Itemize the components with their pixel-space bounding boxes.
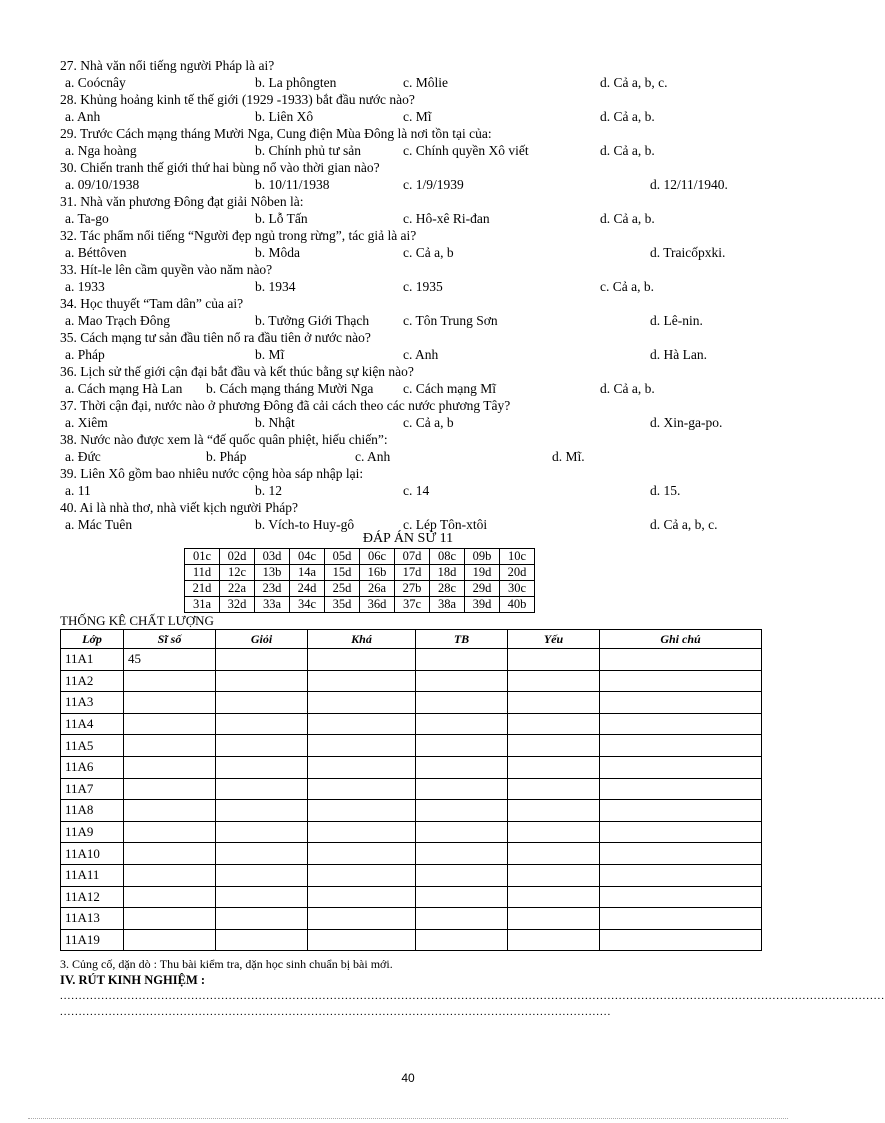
stats-cell xyxy=(600,778,762,800)
stats-row xyxy=(61,843,762,865)
stats-cell xyxy=(600,735,762,757)
question-text: 33. Hít-le lên cầm quyền vào năm nào? xyxy=(60,262,273,277)
option-c: c. Tôn Trung Sơn xyxy=(403,313,498,328)
stats-column-header: Yếu xyxy=(508,630,600,649)
stats-cell: 11A5 xyxy=(61,735,124,757)
consolidation-note: 3. Củng cố, dặn dò : Thu bài kiểm tra, dặn học sinh chuẩn bị bài mới. xyxy=(60,957,393,971)
option-b: b. Tưởng Giới Thạch xyxy=(255,313,370,328)
stats-cell xyxy=(600,670,762,692)
stats-cell: 11A11 xyxy=(61,864,124,886)
option-a: a. Mác Tuên xyxy=(65,517,133,532)
answer-key-cell: 27b xyxy=(395,581,430,597)
stats-cell xyxy=(600,929,762,951)
answer-key-cell: 21d xyxy=(185,581,220,597)
answer-key-cell: 24d xyxy=(290,581,325,597)
answer-key-row xyxy=(185,581,535,597)
question-text: 29. Trước Cách mạng tháng Mười Nga, Cung điện Mùa Đông là nơi tồn tại của: xyxy=(60,126,492,141)
answer-key-cell: 25d xyxy=(325,581,360,597)
stats-cell xyxy=(124,908,216,930)
stats-row xyxy=(61,670,762,692)
question-text: 39. Liên Xô gồm bao nhiêu nước cộng hòa sáp nhập lại: xyxy=(60,466,364,481)
stats-row xyxy=(61,756,762,778)
stats-cell xyxy=(124,756,216,778)
answer-key-cell: 39d xyxy=(465,597,500,613)
stats-column-header: Giỏi xyxy=(216,630,308,649)
stats-cell xyxy=(508,670,600,692)
stats-cell xyxy=(308,886,416,908)
answer-key-cell: 16b xyxy=(360,565,395,581)
option-a: a. Ta-go xyxy=(65,211,109,226)
stats-row xyxy=(61,908,762,930)
stats-column-header: Ghi chú xyxy=(600,630,762,649)
stats-cell xyxy=(216,864,308,886)
option-a: a. 09/10/1938 xyxy=(65,177,140,192)
answer-key-cell: 18d xyxy=(430,565,465,581)
question-item xyxy=(60,261,780,295)
answer-options xyxy=(60,346,780,363)
option-b: b. 1934 xyxy=(255,279,296,294)
stats-cell xyxy=(508,929,600,951)
answer-options xyxy=(60,482,780,499)
stats-cell xyxy=(308,778,416,800)
option-c: c. Môlie xyxy=(403,75,448,90)
answer-key-cell: 06c xyxy=(360,549,395,565)
stats-cell xyxy=(308,929,416,951)
stats-cell: 11A2 xyxy=(61,670,124,692)
option-d: d. Traicốpxki. xyxy=(650,245,726,260)
answer-key-cell: 26a xyxy=(360,581,395,597)
question-text: 27. Nhà văn nổi tiếng người Pháp là ai? xyxy=(60,58,275,73)
stats-label: THỐNG KÊ CHẤT LƯỢNG xyxy=(60,613,214,628)
stats-cell xyxy=(416,756,508,778)
option-a: a. 1933 xyxy=(65,279,105,294)
stats-cell xyxy=(508,778,600,800)
question-text: 32. Tác phẩm nổi tiếng “Người đẹp ngủ trong rừng”, tác giả là ai? xyxy=(60,228,417,243)
question-item xyxy=(60,397,780,431)
stats-cell xyxy=(508,692,600,714)
stats-cell xyxy=(416,821,508,843)
stats-cell xyxy=(124,692,216,714)
stats-cell xyxy=(216,843,308,865)
stats-cell xyxy=(216,908,308,930)
stats-column-header: Lớp xyxy=(61,630,124,649)
stats-cell xyxy=(600,756,762,778)
stats-cell xyxy=(600,713,762,735)
answer-options xyxy=(60,142,780,159)
option-d: d. Cả a, b. xyxy=(600,211,655,226)
option-c: c. 1935 xyxy=(403,279,443,294)
stats-cell xyxy=(416,800,508,822)
answer-key-cell: 17d xyxy=(395,565,430,581)
stats-cell: 11A3 xyxy=(61,692,124,714)
answer-key-cell: 05d xyxy=(325,549,360,565)
stats-cell: 11A10 xyxy=(61,843,124,865)
answer-key-cell: 40b xyxy=(500,597,535,613)
option-d: d. Mĩ. xyxy=(552,449,585,464)
option-b: b. Pháp xyxy=(206,449,247,464)
answer-key-row xyxy=(185,549,535,565)
stats-row xyxy=(61,778,762,800)
stats-cell xyxy=(124,843,216,865)
answer-options xyxy=(60,176,780,193)
question-text: 30. Chiến tranh thế giới thứ hai bùng nổ vào thời gian nào? xyxy=(60,160,380,175)
option-c: c. Anh xyxy=(355,449,391,464)
option-b: b. Chính phủ tư sản xyxy=(255,143,361,158)
stats-cell xyxy=(216,735,308,757)
option-c: c. Cả a, b xyxy=(403,415,454,430)
answer-key-cell: 13b xyxy=(255,565,290,581)
stats-header-row xyxy=(61,630,762,649)
option-b: b. Cách mạng tháng Mười Nga xyxy=(206,381,374,396)
stats-cell xyxy=(600,908,762,930)
answer-key-cell: 03d xyxy=(255,549,290,565)
answer-key-cell: 28c xyxy=(430,581,465,597)
option-c: c. Lép Tôn-xtôi xyxy=(403,517,488,532)
stats-cell xyxy=(508,800,600,822)
stats-cell: 11A12 xyxy=(61,886,124,908)
question-item xyxy=(60,159,780,193)
stats-cell xyxy=(124,735,216,757)
question-item xyxy=(60,465,780,499)
stats-cell xyxy=(508,713,600,735)
option-a: a. Pháp xyxy=(65,347,105,362)
answer-key-cell: 38a xyxy=(430,597,465,613)
question-item xyxy=(60,125,780,159)
stats-column-header: TB xyxy=(416,630,508,649)
option-c: c. 1/9/1939 xyxy=(403,177,464,192)
answer-options xyxy=(60,414,780,431)
option-b: b. Nhật xyxy=(255,415,295,430)
option-d: d. Cả a, b. xyxy=(600,381,655,396)
question-item xyxy=(60,91,780,125)
stats-cell xyxy=(308,864,416,886)
stats-cell xyxy=(600,886,762,908)
option-c: c. Hô-xê Ri-đan xyxy=(403,211,490,226)
answer-key-cell: 32d xyxy=(220,597,255,613)
answer-options xyxy=(60,448,780,465)
option-b: b. Liên Xô xyxy=(255,109,314,124)
stats-cell xyxy=(216,929,308,951)
option-a: a. Béttôven xyxy=(65,245,127,260)
stats-row xyxy=(61,864,762,886)
stats-cell: 11A9 xyxy=(61,821,124,843)
option-a: a. Coócnây xyxy=(65,75,126,90)
stats-cell xyxy=(600,843,762,865)
question-text: 38. Nước nào được xem là “đế quốc quân phiệt, hiếu chiến”: xyxy=(60,432,388,447)
answer-key-table xyxy=(184,548,535,613)
answer-key-cell: 04c xyxy=(290,549,325,565)
stats-cell xyxy=(416,778,508,800)
stats-cell xyxy=(308,821,416,843)
answer-key-cell: 09b xyxy=(465,549,500,565)
stats-row xyxy=(61,649,762,671)
stats-cell xyxy=(508,821,600,843)
stats-row xyxy=(61,800,762,822)
option-b: b. 10/11/1938 xyxy=(255,177,330,192)
stats-cell: 11A8 xyxy=(61,800,124,822)
stats-row xyxy=(61,886,762,908)
stats-cell: 11A1 xyxy=(61,649,124,671)
dotted-line: ............................................................................................................................................................................................................................ xyxy=(60,990,885,1002)
stats-cell xyxy=(124,670,216,692)
stats-cell xyxy=(508,864,600,886)
answer-options xyxy=(60,244,780,261)
question-item xyxy=(60,329,780,363)
question-item xyxy=(60,499,780,533)
stats-cell xyxy=(216,649,308,671)
stats-cell xyxy=(508,908,600,930)
stats-cell xyxy=(216,821,308,843)
option-c: c. Cách mạng Mĩ xyxy=(403,381,496,396)
stats-cell: 11A13 xyxy=(61,908,124,930)
stats-cell xyxy=(308,756,416,778)
option-d: d. Cả a, b, c. xyxy=(600,75,668,90)
question-item xyxy=(60,295,780,329)
stats-cell xyxy=(216,800,308,822)
stats-cell xyxy=(600,692,762,714)
page-bottom-rule xyxy=(28,1118,788,1119)
answer-key-cell: 11d xyxy=(185,565,220,581)
stats-cell xyxy=(308,692,416,714)
stats-cell xyxy=(216,670,308,692)
stats-cell xyxy=(600,864,762,886)
stats-cell xyxy=(600,800,762,822)
option-d: d. Cả a, b. xyxy=(600,109,655,124)
option-a: a. Xiêm xyxy=(65,415,108,430)
stats-column-header: Khá xyxy=(308,630,416,649)
stats-cell xyxy=(508,886,600,908)
option-c: c. Anh xyxy=(403,347,439,362)
stats-cell: 11A6 xyxy=(61,756,124,778)
stats-cell xyxy=(600,649,762,671)
stats-cell xyxy=(308,649,416,671)
answer-key-cell: 08c xyxy=(430,549,465,565)
answer-key-cell: 30c xyxy=(500,581,535,597)
option-c: c. Mĩ xyxy=(403,109,432,124)
stats-cell xyxy=(600,821,762,843)
answer-key-cell: 15d xyxy=(325,565,360,581)
stats-cell xyxy=(124,778,216,800)
stats-row xyxy=(61,713,762,735)
stats-cell xyxy=(124,800,216,822)
option-d: d. Xin-ga-po. xyxy=(650,415,723,430)
stats-cell xyxy=(216,886,308,908)
stats-cell xyxy=(308,713,416,735)
answer-key-cell: 37c xyxy=(395,597,430,613)
answer-key-cell: 33a xyxy=(255,597,290,613)
question-text: 28. Khủng hoảng kinh tế thế giới (1929 -1933) bắt đầu nước nào? xyxy=(60,92,415,107)
stats-cell xyxy=(508,649,600,671)
stats-cell xyxy=(508,843,600,865)
question-text: 35. Cách mạng tư sản đầu tiên nổ ra đầu tiên ở nước nào? xyxy=(60,330,371,345)
stats-cell xyxy=(416,735,508,757)
option-a: a. Mao Trạch Đông xyxy=(65,313,170,328)
option-d: d. Cả a, b, c. xyxy=(650,517,718,532)
answer-key-cell: 10c xyxy=(500,549,535,565)
stats-cell xyxy=(124,929,216,951)
stats-row xyxy=(61,929,762,951)
stats-cell xyxy=(416,670,508,692)
stats-cell xyxy=(416,886,508,908)
stats-column-header: Sĩ số xyxy=(124,630,216,649)
option-d: d. Cả a, b. xyxy=(600,143,655,158)
option-d: d. Lê-nin. xyxy=(650,313,703,328)
question-text: 34. Học thuyết “Tam dân” của ai? xyxy=(60,296,244,311)
answer-key-cell: 23d xyxy=(255,581,290,597)
answer-options xyxy=(60,108,780,125)
stats-row xyxy=(61,821,762,843)
answer-key-cell: 29d xyxy=(465,581,500,597)
answer-options xyxy=(60,278,780,295)
stats-cell: 11A7 xyxy=(61,778,124,800)
stats-cell: 45 xyxy=(124,649,216,671)
option-b: b. La phôngten xyxy=(255,75,337,90)
answer-key-cell: 20d xyxy=(500,565,535,581)
answer-options xyxy=(60,74,780,91)
question-text: 31. Nhà văn phương Đông đạt giải Nôben là: xyxy=(60,194,304,209)
stats-row xyxy=(61,692,762,714)
answer-key-cell: 02d xyxy=(220,549,255,565)
option-c: c. 14 xyxy=(403,483,430,498)
answer-key-cell: 14a xyxy=(290,565,325,581)
stats-row xyxy=(61,735,762,757)
answer-key-cell: 19d xyxy=(465,565,500,581)
answer-key-cell: 22a xyxy=(220,581,255,597)
stats-cell xyxy=(416,713,508,735)
stats-cell xyxy=(308,800,416,822)
option-d: c. Cả a, b. xyxy=(600,279,654,294)
stats-cell xyxy=(416,649,508,671)
quality-stats-table xyxy=(60,629,762,951)
stats-cell xyxy=(416,908,508,930)
stats-cell xyxy=(216,713,308,735)
stats-cell xyxy=(124,886,216,908)
stats-cell xyxy=(124,864,216,886)
option-b: b. Lỗ Tấn xyxy=(255,211,308,226)
question-text: 37. Thời cận đại, nước nào ở phương Đông đã cải cách theo các nước phương Tây? xyxy=(60,398,511,413)
question-item xyxy=(60,363,780,397)
option-d: d. Hà Lan. xyxy=(650,347,707,362)
stats-cell xyxy=(308,908,416,930)
answer-key-cell: 01c xyxy=(185,549,220,565)
stats-cell xyxy=(124,713,216,735)
stats-cell xyxy=(216,756,308,778)
option-a: a. Anh xyxy=(65,109,101,124)
stats-cell xyxy=(308,735,416,757)
stats-cell: 11A4 xyxy=(61,713,124,735)
answer-options xyxy=(60,312,780,329)
option-b: b. 12 xyxy=(255,483,282,498)
question-text: 36. Lịch sử thế giới cận đại bắt đầu và kết thúc bằng sự kiện nào? xyxy=(60,364,414,379)
stats-cell xyxy=(308,843,416,865)
stats-cell xyxy=(416,864,508,886)
stats-cell xyxy=(124,821,216,843)
answer-key-cell: 12c xyxy=(220,565,255,581)
stats-cell xyxy=(416,929,508,951)
page-number: 40 xyxy=(401,1071,415,1085)
stats-cell xyxy=(216,778,308,800)
question-item xyxy=(60,57,780,91)
answer-key-row xyxy=(185,597,535,613)
answer-key-cell: 34c xyxy=(290,597,325,613)
answer-key-row xyxy=(185,565,535,581)
stats-cell xyxy=(508,735,600,757)
option-b: b. Môda xyxy=(255,245,300,260)
question-item xyxy=(60,193,780,227)
stats-cell xyxy=(216,692,308,714)
question-item xyxy=(60,431,780,465)
answer-key-cell: 31a xyxy=(185,597,220,613)
option-c: c. Chính quyền Xô viết xyxy=(403,143,529,158)
answer-options xyxy=(60,210,780,227)
option-a: a. Nga hoàng xyxy=(65,143,137,158)
experience-heading: IV. RÚT KINH NGHIỆM : xyxy=(60,973,206,987)
question-item xyxy=(60,227,780,261)
answer-key-cell: 36d xyxy=(360,597,395,613)
dotted-line: ................................................................................................................................................... xyxy=(60,1006,612,1018)
option-b: b. Mĩ xyxy=(255,347,285,362)
stats-cell xyxy=(416,843,508,865)
option-d: d. 12/11/1940. xyxy=(650,177,728,192)
stats-cell xyxy=(308,670,416,692)
answer-key-cell: 07d xyxy=(395,549,430,565)
question-text: 40. Ai là nhà thơ, nhà viết kịch người Pháp? xyxy=(60,500,298,515)
answer-key-cell: 35d xyxy=(325,597,360,613)
option-a: a. Đức xyxy=(65,449,101,464)
stats-cell xyxy=(416,692,508,714)
option-a: a. 11 xyxy=(65,483,91,498)
option-d: d. 15. xyxy=(650,483,681,498)
option-c: c. Cả a, b xyxy=(403,245,454,260)
answer-options xyxy=(60,380,780,397)
stats-cell: 11A19 xyxy=(61,929,124,951)
option-b: b. Vích-to Huy-gô xyxy=(255,517,355,532)
answer-key-title: ĐÁP ÁN SỬ 11 xyxy=(362,531,454,546)
stats-cell xyxy=(508,756,600,778)
option-a: a. Cách mạng Hà Lan xyxy=(65,381,183,396)
